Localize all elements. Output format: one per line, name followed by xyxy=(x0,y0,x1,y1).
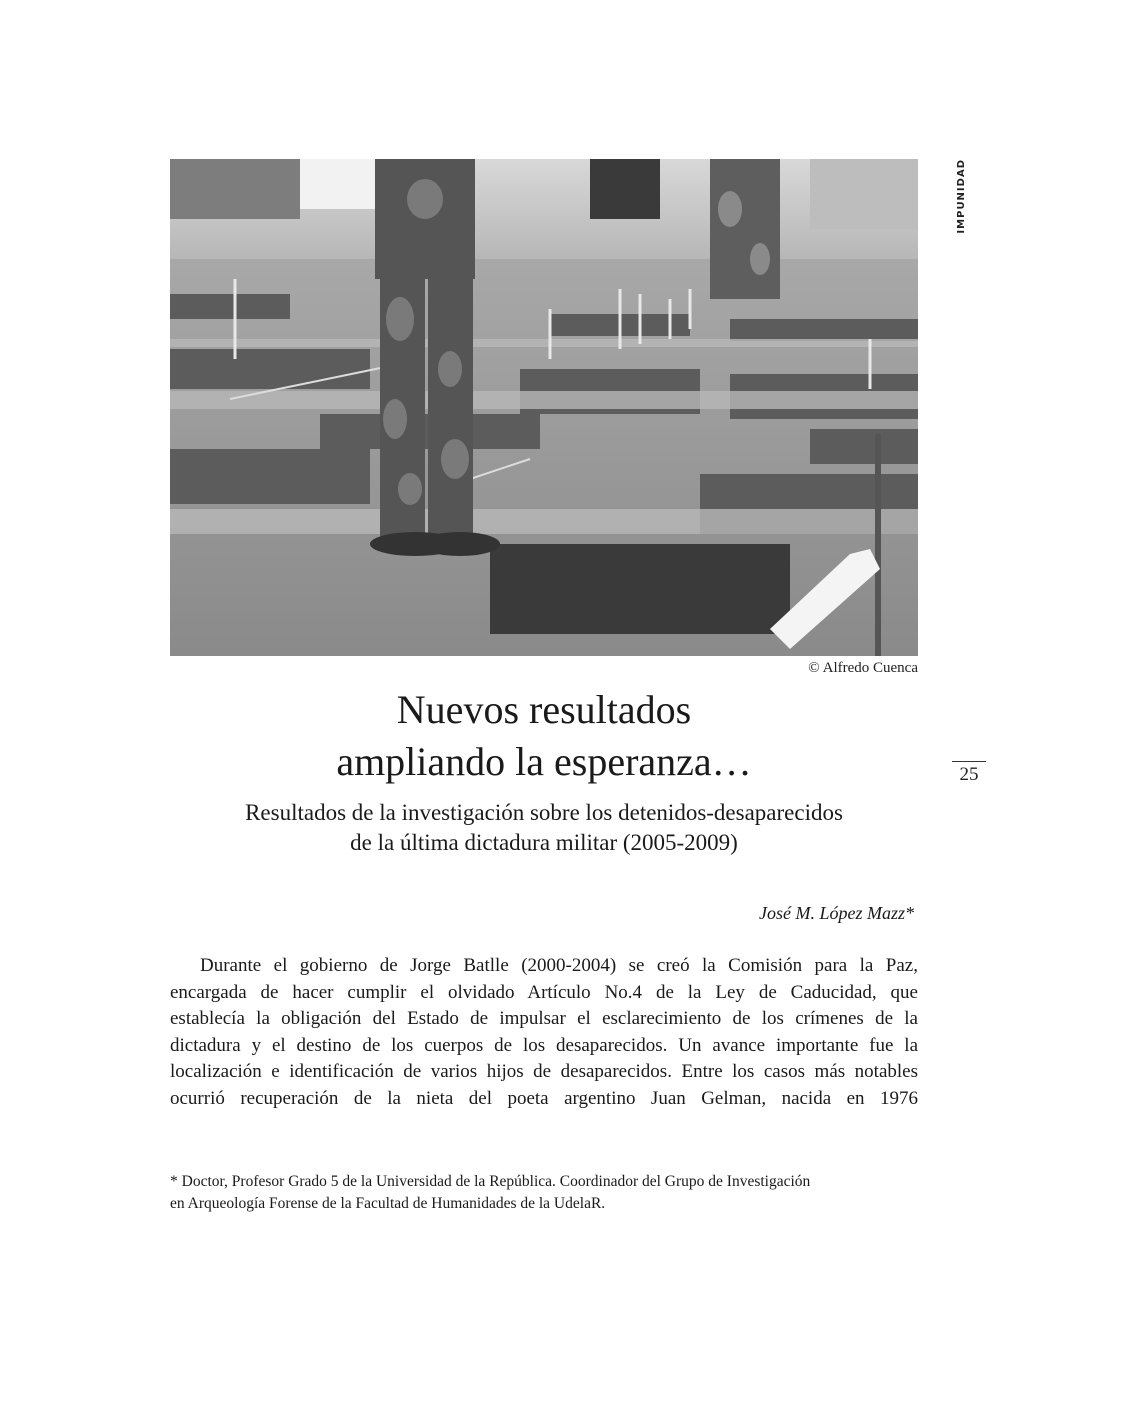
excavation-photo xyxy=(170,159,918,656)
section-label-text: IMPUNIDAD xyxy=(955,159,967,234)
body-line: localización e identificación de varios hijos de desaparecidos. Entre los casos más notables xyxy=(170,1061,918,1082)
article-author: José M. López Mazz* xyxy=(759,903,914,923)
page-number-rule xyxy=(952,761,986,762)
article-title xyxy=(170,684,918,788)
photo-illustration xyxy=(170,159,918,656)
body-line: Durante el gobierno de Jorge Batlle (2000-2004) se creó la Comisión para la Paz, xyxy=(200,955,918,976)
subtitle-line: de la última dictadura militar (2005-2009) xyxy=(350,830,738,855)
body-line: establecía la obligación del Estado de impulsar el esclarecimiento de los crímenes de la xyxy=(170,1008,918,1029)
body-line: ocurrió recuperación de la nieta del poeta argentino Juan Gelman, nacida en 1976 xyxy=(170,1087,918,1109)
page-number: 25 xyxy=(959,764,979,785)
body-line: dictadura y el destino de los cuerpos de los desaparecidos. Un avance importante fue la xyxy=(170,1034,918,1056)
title-line: Nuevos resultados xyxy=(396,687,692,732)
body-line: encargada de hacer cumplir el olvidado Artículo No.4 de la Ley de Caducidad, que xyxy=(170,981,918,1003)
title-line: ampliando la esperanza… xyxy=(336,739,752,784)
footnote-line: en Arqueología Forense de la Facultad de Humanidades de la UdelaR. xyxy=(170,1195,606,1212)
photo-credit: © Alfredo Cuenca xyxy=(808,660,918,676)
section-label xyxy=(950,159,972,239)
subtitle-line: Resultados de la investigación sobre los detenidos-desaparecidos xyxy=(245,800,843,825)
article-subtitle xyxy=(150,798,938,858)
footnote-line: * Doctor, Profesor Grado 5 de la Universidad de la República. Coordinador del Grupo de Investigación xyxy=(170,1173,811,1190)
article-body xyxy=(170,953,918,1112)
footnote xyxy=(170,1171,918,1215)
